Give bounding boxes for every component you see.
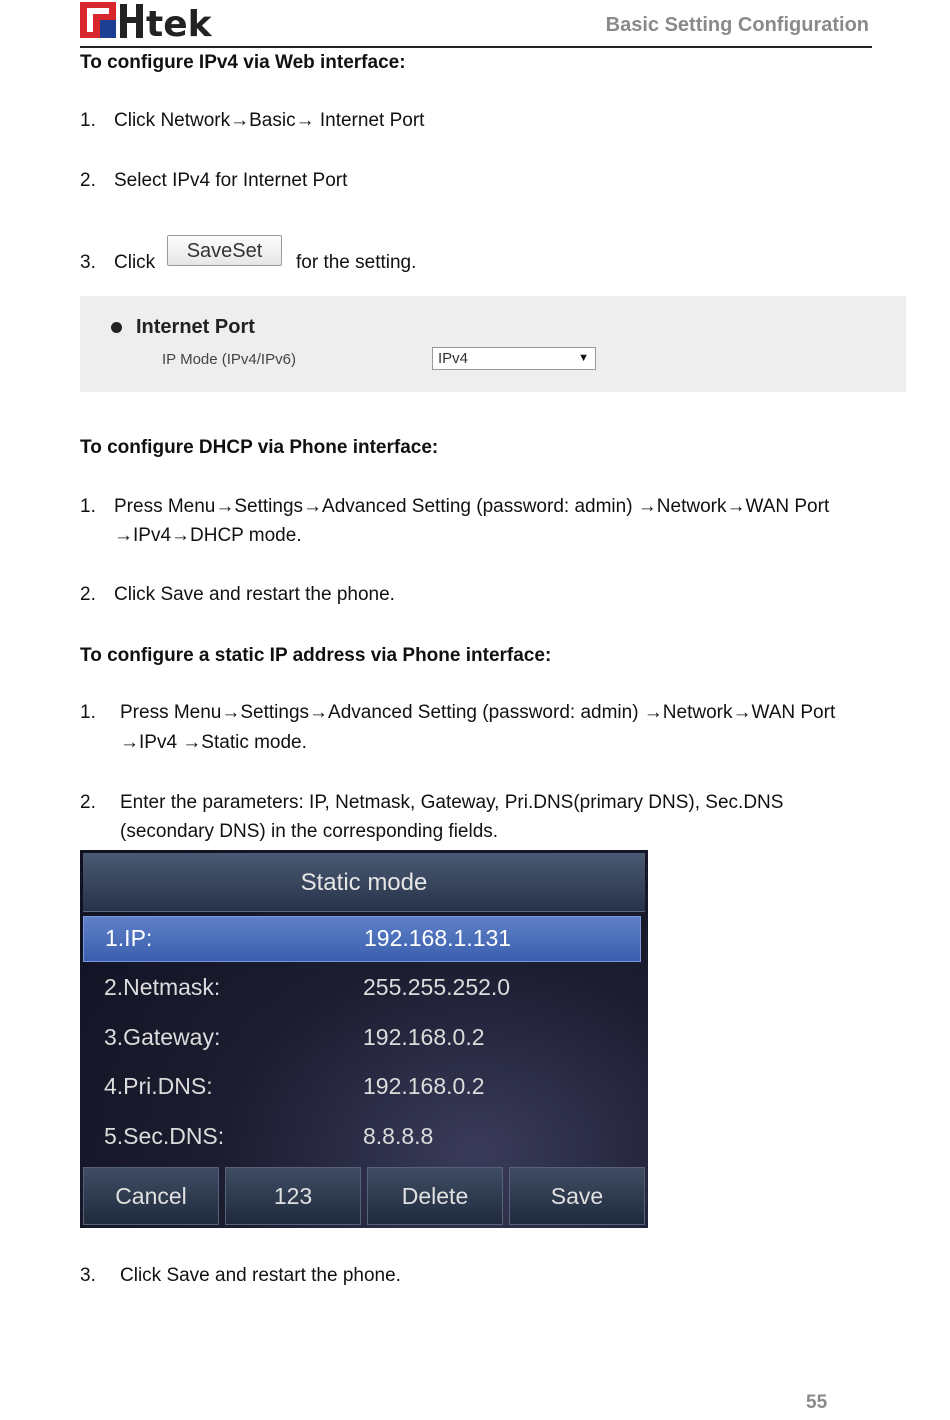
step-text: for the setting. [296,252,417,273]
saveset-button[interactable]: SaveSet [167,235,282,266]
svg-text:tek: tek [146,4,212,40]
step-text: Press Menu→Settings→Advanced Setting (password: admin) →Network→WAN Port [120,702,836,723]
bullet-icon [111,322,122,333]
phone-screen-title: Static mode [300,869,428,896]
step-text: (secondary DNS) in the corresponding fields. [120,821,499,842]
step-number: 1. [80,496,96,517]
ip-mode-select[interactable] [432,347,596,370]
row-value: 192.168.0.2 [363,1024,485,1050]
step-text: Click Save and restart the phone. [120,1265,401,1286]
step-number: 2. [80,584,96,605]
step-number: 1. [80,110,96,131]
dropdown-arrow-icon: ▼ [578,352,589,364]
select-value: IPv4 [438,350,469,367]
row-value: 255.255.252.0 [363,974,511,1000]
step-number: 2. [80,170,96,191]
section-heading-web: To configure IPv4 via Web interface: [80,52,406,73]
step-number: 3. [80,252,96,273]
ip-row[interactable] [83,916,641,962]
page-number: 55 [806,1392,828,1413]
delete-softkey[interactable]: Delete [367,1167,503,1225]
softkey-bar [83,1167,645,1225]
step-text: Click [114,252,156,273]
step-number: 2. [80,792,96,813]
row-label: 5.Sec.DNS: [104,1123,225,1149]
sec-dns-row[interactable] [83,1115,639,1159]
netmask-row[interactable] [83,966,639,1010]
step-number: 1. [80,702,96,723]
gateway-row[interactable] [83,1016,639,1060]
section-heading-static: To configure a static IP address via Phone interface: [80,645,552,666]
input-mode-softkey[interactable]: 123 [225,1167,361,1225]
step-text: Select IPv4 for Internet Port [114,170,348,191]
row-value: 192.168.0.2 [363,1073,485,1099]
cancel-softkey[interactable]: Cancel [83,1167,219,1225]
step-text: →IPv4 →Static mode. [120,732,307,753]
header-title: Basic Setting Configuration [605,14,869,36]
htek-logo [80,2,250,40]
step-number: 3. [80,1265,96,1286]
step-text: Click Network→Basic→ Internet Port [114,110,425,131]
row-label: 3.Gateway: [104,1024,221,1050]
pri-dns-row[interactable] [83,1065,639,1109]
row-label: 1.IP: [105,925,153,951]
row-label: 4.Pri.DNS: [104,1073,213,1099]
ip-mode-label: IP Mode (IPv4/IPv6) [162,351,296,368]
step-text: Press Menu→Settings→Advanced Setting (password: admin) →Network→WAN Port [114,496,830,517]
internet-port-panel [80,296,906,392]
phone-screen [80,850,648,1228]
phone-title-bar [83,853,645,912]
step-text: Enter the parameters: IP, Netmask, Gateway, Pri.DNS(primary DNS), Sec.DNS [120,792,784,813]
row-label: 2.Netmask: [104,974,221,1000]
row-value: 192.168.1.131 [364,925,512,951]
step-text: →IPv4→DHCP mode. [114,525,302,546]
header-divider [80,46,872,48]
save-softkey[interactable]: Save [509,1167,645,1225]
section-heading-dhcp: To configure DHCP via Phone interface: [80,437,439,458]
row-value: 8.8.8.8 [363,1123,434,1149]
panel-title: Internet Port [136,316,255,338]
step-text: Click Save and restart the phone. [114,584,395,605]
